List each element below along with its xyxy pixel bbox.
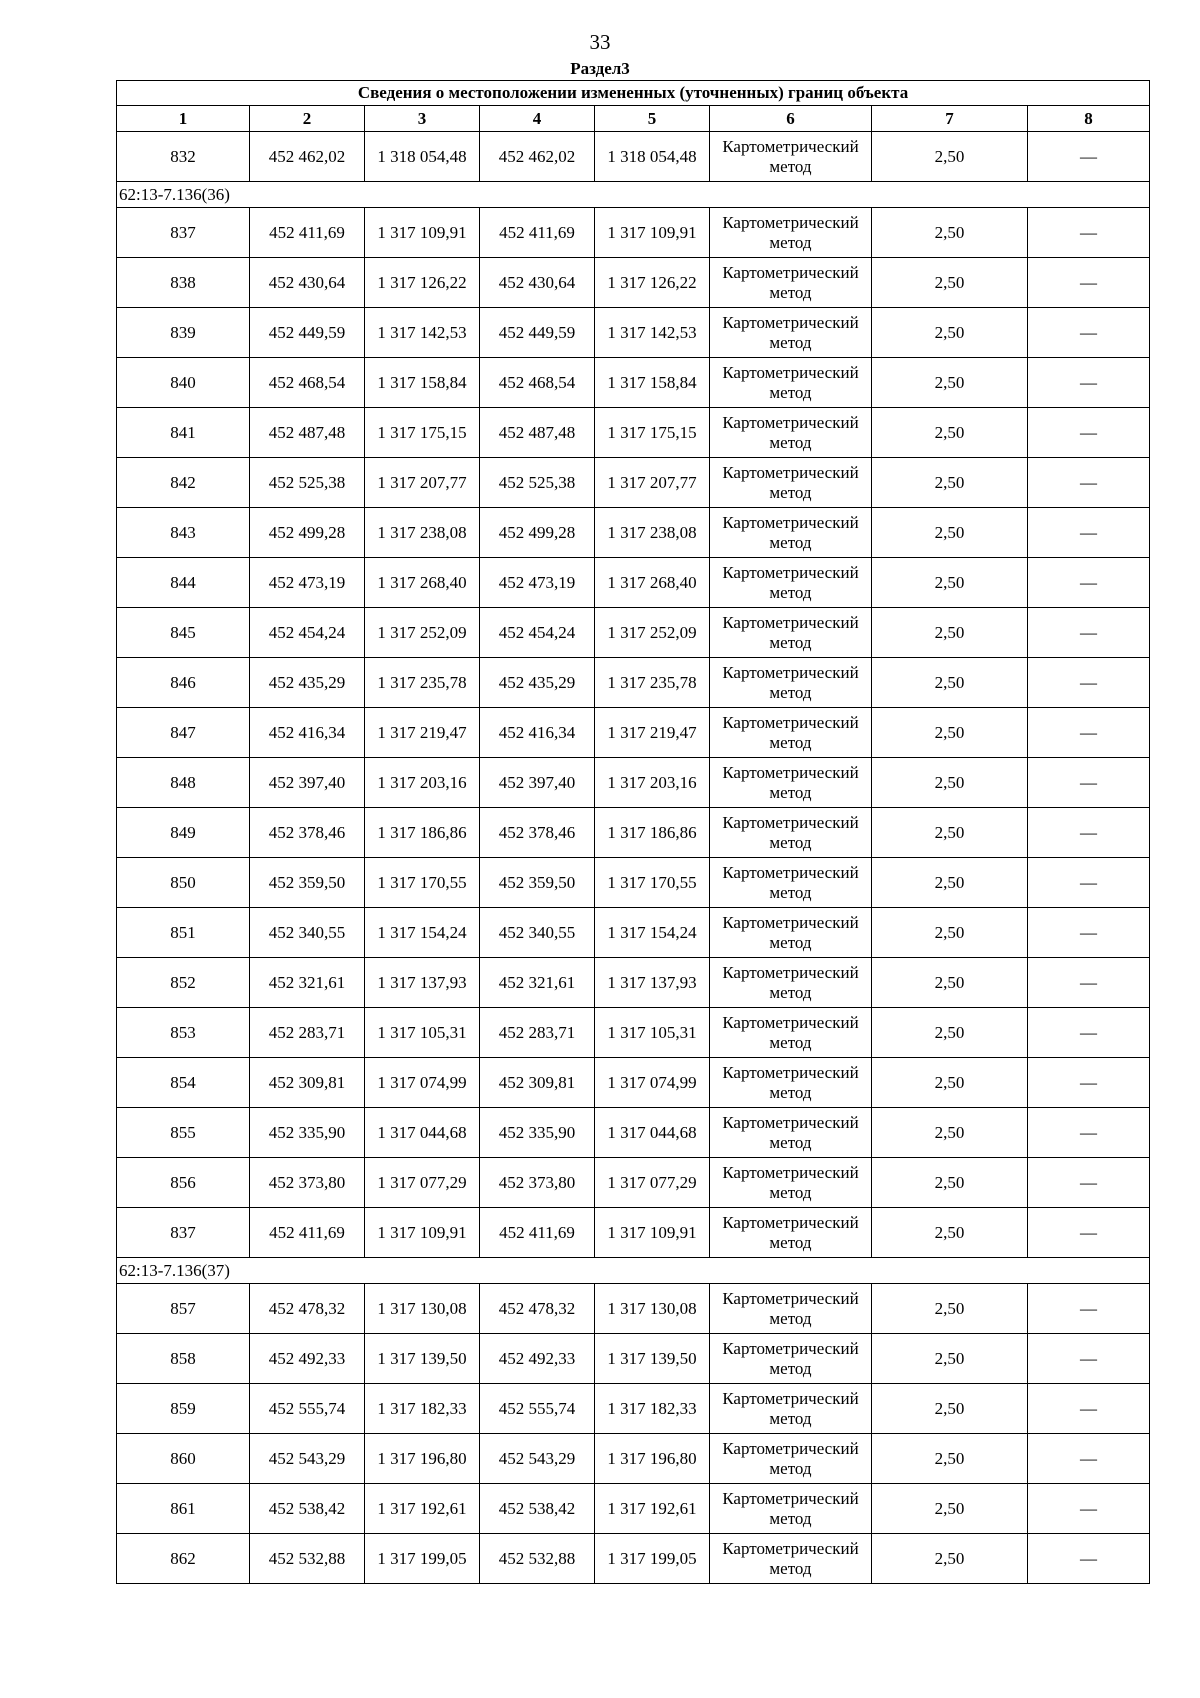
precision-cell: 2,50 [872,258,1028,308]
precision-cell: 2,50 [872,408,1028,458]
precision-cell: 2,50 [872,1534,1028,1584]
description-cell: — [1028,558,1150,608]
precision-cell: 2,50 [872,1384,1028,1434]
table-row [117,1158,1150,1208]
table-body [117,132,1150,1584]
method-cell: Картометрический метод [710,258,872,308]
x-old-cell: 452 555,74 [250,1384,365,1434]
method-cell: Картометрический метод [710,508,872,558]
description-cell: — [1028,308,1150,358]
method-cell: Картометрический метод [710,1384,872,1434]
description-cell: — [1028,708,1150,758]
method-cell: Картометрический метод [710,358,872,408]
description-cell: — [1028,1058,1150,1108]
table-row [117,1484,1150,1534]
point-number-cell: 858 [117,1334,250,1384]
x-new-cell: 452 283,71 [480,1008,595,1058]
precision-cell: 2,50 [872,1058,1028,1108]
x-old-cell: 452 411,69 [250,208,365,258]
method-cell: Картометрический метод [710,1158,872,1208]
point-number-cell: 861 [117,1484,250,1534]
y-old-cell: 1 317 137,93 [365,958,480,1008]
precision-cell: 2,50 [872,1334,1028,1384]
x-new-cell: 452 499,28 [480,508,595,558]
description-cell: — [1028,1384,1150,1434]
precision-cell: 2,50 [872,308,1028,358]
point-number-cell: 839 [117,308,250,358]
method-cell: Картометрический метод [710,1284,872,1334]
precision-cell: 2,50 [872,208,1028,258]
method-cell: Картометрический метод [710,1108,872,1158]
method-cell: Картометрический метод [710,208,872,258]
precision-cell: 2,50 [872,132,1028,182]
x-old-cell: 452 378,46 [250,808,365,858]
method-cell: Картометрический метод [710,608,872,658]
method-cell: Картометрический метод [710,1008,872,1058]
table-row [117,808,1150,858]
description-cell: — [1028,408,1150,458]
column-header: 1 [117,106,250,132]
description-cell: — [1028,658,1150,708]
precision-cell: 2,50 [872,508,1028,558]
point-number-cell: 855 [117,1108,250,1158]
x-old-cell: 452 487,48 [250,408,365,458]
x-old-cell: 452 309,81 [250,1058,365,1108]
y-new-cell: 1 317 142,53 [595,308,710,358]
y-old-cell: 1 317 219,47 [365,708,480,758]
table-row [117,458,1150,508]
y-new-cell: 1 317 203,16 [595,758,710,808]
table-row [117,858,1150,908]
x-old-cell: 452 492,33 [250,1334,365,1384]
y-new-cell: 1 317 077,29 [595,1158,710,1208]
precision-cell: 2,50 [872,608,1028,658]
x-old-cell: 452 435,29 [250,658,365,708]
x-old-cell: 452 321,61 [250,958,365,1008]
x-new-cell: 452 478,32 [480,1284,595,1334]
y-new-cell: 1 317 175,15 [595,408,710,458]
y-old-cell: 1 317 105,31 [365,1008,480,1058]
method-cell: Картометрический метод [710,808,872,858]
x-old-cell: 452 283,71 [250,1008,365,1058]
y-new-cell: 1 317 207,77 [595,458,710,508]
column-header: 2 [250,106,365,132]
column-header: 3 [365,106,480,132]
y-new-cell: 1 317 074,99 [595,1058,710,1108]
point-number-cell: 845 [117,608,250,658]
y-old-cell: 1 317 235,78 [365,658,480,708]
description-cell: — [1028,258,1150,308]
precision-cell: 2,50 [872,1434,1028,1484]
y-new-cell: 1 317 199,05 [595,1534,710,1584]
x-new-cell: 452 468,54 [480,358,595,408]
y-old-cell: 1 317 268,40 [365,558,480,608]
y-old-cell: 1 317 238,08 [365,508,480,558]
y-new-cell: 1 317 235,78 [595,658,710,708]
x-new-cell: 452 449,59 [480,308,595,358]
method-cell: Картометрический метод [710,708,872,758]
point-number-cell: 851 [117,908,250,958]
y-new-cell: 1 317 109,91 [595,1208,710,1258]
x-new-cell: 452 397,40 [480,758,595,808]
method-cell: Картометрический метод [710,1534,872,1584]
x-new-cell: 452 411,69 [480,1208,595,1258]
x-old-cell: 452 525,38 [250,458,365,508]
y-new-cell: 1 317 268,40 [595,558,710,608]
x-new-cell: 452 416,34 [480,708,595,758]
method-cell: Картометрический метод [710,408,872,458]
point-number-cell: 837 [117,1208,250,1258]
description-cell: — [1028,1108,1150,1158]
description-cell: — [1028,1208,1150,1258]
description-cell: — [1028,358,1150,408]
y-new-cell: 1 317 238,08 [595,508,710,558]
point-number-cell: 852 [117,958,250,1008]
y-old-cell: 1 317 182,33 [365,1384,480,1434]
x-new-cell: 452 430,64 [480,258,595,308]
method-cell: Картометрический метод [710,908,872,958]
method-cell: Картометрический метод [710,132,872,182]
x-old-cell: 452 335,90 [250,1108,365,1158]
table-row [117,1334,1150,1384]
x-old-cell: 452 373,80 [250,1158,365,1208]
table-row [117,758,1150,808]
column-header: 6 [710,106,872,132]
precision-cell: 2,50 [872,708,1028,758]
x-new-cell: 452 373,80 [480,1158,595,1208]
method-cell: Картометрический метод [710,1334,872,1384]
description-cell: — [1028,208,1150,258]
point-number-cell: 854 [117,1058,250,1108]
y-new-cell: 1 317 139,50 [595,1334,710,1384]
table-row [117,208,1150,258]
table-row [117,408,1150,458]
description-cell: — [1028,458,1150,508]
precision-cell: 2,50 [872,358,1028,408]
x-old-cell: 452 473,19 [250,558,365,608]
point-number-cell: 838 [117,258,250,308]
description-cell: — [1028,1284,1150,1334]
point-number-cell: 832 [117,132,250,182]
y-new-cell: 1 317 154,24 [595,908,710,958]
y-new-cell: 1 317 158,84 [595,358,710,408]
x-new-cell: 452 532,88 [480,1534,595,1584]
description-cell: — [1028,1008,1150,1058]
page-number: 33 [589,30,611,54]
point-number-cell: 850 [117,858,250,908]
point-number-cell: 853 [117,1008,250,1058]
x-new-cell: 452 555,74 [480,1384,595,1434]
table-row [117,258,1150,308]
y-new-cell: 1 317 109,91 [595,208,710,258]
description-cell: — [1028,1534,1150,1584]
x-new-cell: 452 543,29 [480,1434,595,1484]
y-old-cell: 1 317 207,77 [365,458,480,508]
x-old-cell: 452 454,24 [250,608,365,658]
y-new-cell: 1 317 105,31 [595,1008,710,1058]
table-row [117,1058,1150,1108]
description-cell: — [1028,958,1150,1008]
x-new-cell: 452 411,69 [480,208,595,258]
x-old-cell: 452 416,34 [250,708,365,758]
precision-cell: 2,50 [872,658,1028,708]
x-new-cell: 452 378,46 [480,808,595,858]
y-old-cell: 1 317 109,91 [365,208,480,258]
table-row [117,658,1150,708]
x-old-cell: 452 532,88 [250,1534,365,1584]
y-old-cell: 1 317 192,61 [365,1484,480,1534]
y-new-cell: 1 317 130,08 [595,1284,710,1334]
method-cell: Картометрический метод [710,308,872,358]
x-old-cell: 452 359,50 [250,858,365,908]
x-old-cell: 452 411,69 [250,1208,365,1258]
x-old-cell: 452 397,40 [250,758,365,808]
table-row [117,1284,1150,1334]
x-new-cell: 452 435,29 [480,658,595,708]
y-new-cell: 1 317 044,68 [595,1108,710,1158]
y-old-cell: 1 317 109,91 [365,1208,480,1258]
y-old-cell: 1 318 054,48 [365,132,480,182]
column-header: 7 [872,106,1028,132]
x-new-cell: 452 487,48 [480,408,595,458]
y-new-cell: 1 317 219,47 [595,708,710,758]
description-cell: — [1028,608,1150,658]
y-old-cell: 1 317 203,16 [365,758,480,808]
x-new-cell: 452 525,38 [480,458,595,508]
precision-cell: 2,50 [872,1008,1028,1058]
table-row [117,132,1150,182]
description-cell: — [1028,1334,1150,1384]
y-old-cell: 1 317 199,05 [365,1534,480,1584]
point-number-cell: 856 [117,1158,250,1208]
y-new-cell: 1 317 182,33 [595,1384,710,1434]
table-row [117,1108,1150,1158]
y-old-cell: 1 317 044,68 [365,1108,480,1158]
y-new-cell: 1 317 186,86 [595,808,710,858]
column-header: 5 [595,106,710,132]
method-cell: Картометрический метод [710,1484,872,1534]
y-new-cell: 1 317 252,09 [595,608,710,658]
precision-cell: 2,50 [872,1284,1028,1334]
point-number-cell: 843 [117,508,250,558]
table-row [117,908,1150,958]
table-row [117,1384,1150,1434]
precision-cell: 2,50 [872,958,1028,1008]
y-old-cell: 1 317 139,50 [365,1334,480,1384]
x-new-cell: 452 309,81 [480,1058,595,1108]
column-header: 8 [1028,106,1150,132]
point-number-cell: 859 [117,1384,250,1434]
x-old-cell: 452 543,29 [250,1434,365,1484]
x-new-cell: 452 538,42 [480,1484,595,1534]
x-new-cell: 452 359,50 [480,858,595,908]
x-old-cell: 452 468,54 [250,358,365,408]
description-cell: — [1028,1158,1150,1208]
precision-cell: 2,50 [872,1484,1028,1534]
y-old-cell: 1 317 186,86 [365,808,480,858]
table-row [117,1208,1150,1258]
x-old-cell: 452 430,64 [250,258,365,308]
y-old-cell: 1 317 130,08 [365,1284,480,1334]
y-old-cell: 1 317 074,99 [365,1058,480,1108]
method-cell: Картометрический метод [710,658,872,708]
x-old-cell: 452 340,55 [250,908,365,958]
point-number-cell: 862 [117,1534,250,1584]
precision-cell: 2,50 [872,1108,1028,1158]
y-old-cell: 1 317 252,09 [365,608,480,658]
y-old-cell: 1 317 142,53 [365,308,480,358]
table-row [117,958,1150,1008]
description-cell: — [1028,508,1150,558]
section-title: Раздел3 [570,59,630,78]
table-row [117,608,1150,658]
group-label: 62:13-7.136(37) [117,1258,1150,1284]
x-old-cell: 452 499,28 [250,508,365,558]
y-new-cell: 1 317 137,93 [595,958,710,1008]
precision-cell: 2,50 [872,858,1028,908]
point-number-cell: 844 [117,558,250,608]
precision-cell: 2,50 [872,908,1028,958]
description-cell: — [1028,808,1150,858]
table-title: Сведения о местоположении измененных (уточненных) границ объекта [117,81,1150,106]
method-cell: Картометрический метод [710,1434,872,1484]
x-old-cell: 452 462,02 [250,132,365,182]
point-number-cell: 849 [117,808,250,858]
x-old-cell: 452 538,42 [250,1484,365,1534]
table-row [117,1434,1150,1484]
table-row [117,308,1150,358]
point-number-cell: 840 [117,358,250,408]
point-number-cell: 841 [117,408,250,458]
x-old-cell: 452 478,32 [250,1284,365,1334]
y-new-cell: 1 317 170,55 [595,858,710,908]
precision-cell: 2,50 [872,558,1028,608]
table-row [117,1008,1150,1058]
method-cell: Картометрический метод [710,758,872,808]
point-number-cell: 860 [117,1434,250,1484]
y-old-cell: 1 317 175,15 [365,408,480,458]
x-new-cell: 452 462,02 [480,132,595,182]
y-old-cell: 1 317 154,24 [365,908,480,958]
x-new-cell: 452 454,24 [480,608,595,658]
table-row [117,358,1150,408]
precision-cell: 2,50 [872,808,1028,858]
group-row [117,1258,1150,1284]
point-number-cell: 847 [117,708,250,758]
y-new-cell: 1 318 054,48 [595,132,710,182]
method-cell: Картометрический метод [710,558,872,608]
x-new-cell: 452 473,19 [480,558,595,608]
x-new-cell: 452 492,33 [480,1334,595,1384]
y-old-cell: 1 317 170,55 [365,858,480,908]
y-new-cell: 1 317 192,61 [595,1484,710,1534]
y-old-cell: 1 317 126,22 [365,258,480,308]
method-cell: Картометрический метод [710,958,872,1008]
y-new-cell: 1 317 126,22 [595,258,710,308]
method-cell: Картометрический метод [710,1058,872,1108]
y-old-cell: 1 317 158,84 [365,358,480,408]
description-cell: — [1028,858,1150,908]
table-row [117,508,1150,558]
table-row [117,558,1150,608]
point-number-cell: 842 [117,458,250,508]
column-header-row [117,106,1150,132]
description-cell: — [1028,758,1150,808]
description-cell: — [1028,132,1150,182]
x-new-cell: 452 321,61 [480,958,595,1008]
group-row [117,182,1150,208]
method-cell: Картометрический метод [710,458,872,508]
y-old-cell: 1 317 077,29 [365,1158,480,1208]
description-cell: — [1028,1434,1150,1484]
x-new-cell: 452 335,90 [480,1108,595,1158]
boundary-coordinates-table [116,80,1150,1584]
precision-cell: 2,50 [872,458,1028,508]
y-old-cell: 1 317 196,80 [365,1434,480,1484]
method-cell: Картометрический метод [710,858,872,908]
y-new-cell: 1 317 196,80 [595,1434,710,1484]
point-number-cell: 846 [117,658,250,708]
precision-cell: 2,50 [872,758,1028,808]
precision-cell: 2,50 [872,1208,1028,1258]
x-old-cell: 452 449,59 [250,308,365,358]
description-cell: — [1028,908,1150,958]
table-row [117,708,1150,758]
table-row [117,1534,1150,1584]
method-cell: Картометрический метод [710,1208,872,1258]
group-label: 62:13-7.136(36) [117,182,1150,208]
point-number-cell: 837 [117,208,250,258]
precision-cell: 2,50 [872,1158,1028,1208]
x-new-cell: 452 340,55 [480,908,595,958]
description-cell: — [1028,1484,1150,1534]
column-header: 4 [480,106,595,132]
point-number-cell: 857 [117,1284,250,1334]
point-number-cell: 848 [117,758,250,808]
